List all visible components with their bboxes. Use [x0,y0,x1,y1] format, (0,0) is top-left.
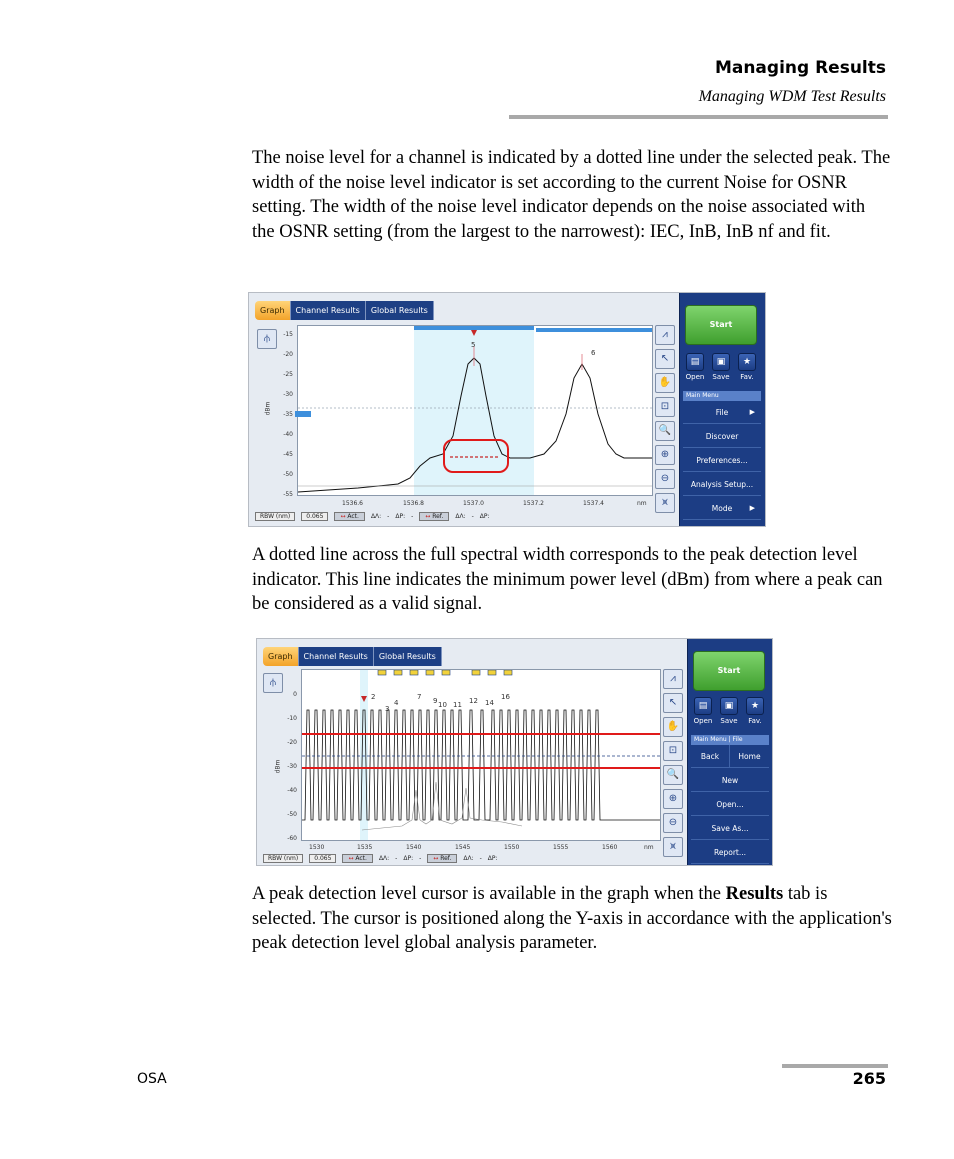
zoom-out-icon[interactable]: ⊖ [655,469,675,489]
zoom-in-icon[interactable]: ⊕ [655,445,675,465]
delta-power-label: ΔP: [395,513,406,520]
swap-icon: ↔ [433,855,441,862]
x-tick: 1560 [602,844,618,851]
active-marker-button[interactable]: ↔ Act. [334,512,365,521]
paragraph-peak-detection: A dotted line across the full spectral width corresponds to the peak detection level indicator. This line indicates the minimum power level (dBm) from where a peak can be considered as a valid signal. [252,545,883,614]
delta-lambda-label: ΔΛ: [378,855,390,862]
screenshot-peak-detection-graph [256,638,773,866]
tab-global-results[interactable]: Global Results [366,301,434,320]
tab-graph[interactable]: Graph [263,647,299,666]
fit-peaks-icon[interactable]: ⩙ [655,493,675,513]
favorites-button[interactable]: ★ Fav. [735,353,759,381]
swap-icon: ↔ [425,513,433,520]
y-tick: -40 [283,431,293,438]
y-tick: -50 [287,811,297,818]
channel-marker-5 [414,326,534,330]
arrow-right-icon: ▶ [749,408,755,416]
menu-header: Main Menu | File [691,735,769,745]
graph-tabs [263,647,442,666]
menu-item-discover[interactable]: Discover [683,425,761,448]
start-button[interactable]: Start [693,651,765,691]
peak-label: 14 [485,699,494,707]
graph-toolbar [663,669,685,861]
rbw-value: 0.065 [301,512,328,521]
folder-icon: ▤ [694,697,712,715]
menu-item-file[interactable]: File ▶ [683,401,761,424]
right-panel [687,639,773,866]
y-tick: -30 [287,763,297,770]
save-button[interactable]: ▣ Save [717,697,741,725]
peak-label: 6 [591,349,596,357]
delta-lambda-value: - [479,855,482,862]
swap-icon: ↔ [340,513,348,520]
peak-label: 12 [469,697,478,705]
auto-scale-icon[interactable]: ⩘ [663,669,683,689]
rbw-value: 0.065 [309,854,336,863]
y-tick: 0 [293,691,297,698]
delta-lambda-label: ΔΛ: [455,513,466,520]
x-tick: 1555 [553,844,569,851]
zoom-reset-icon[interactable]: ⫛ [257,329,277,349]
peak-label: 10 [438,701,447,709]
y-tick: -35 [283,411,293,418]
zoom-out-icon[interactable]: ⊖ [663,813,683,833]
menu-item-preferences[interactable]: Preferences... [683,449,761,472]
rbw-label: RBW (nm) [255,512,295,521]
header-rule [509,115,888,119]
spectrum-trace [302,710,660,820]
y-tick: -45 [283,451,293,458]
swap-icon: ↔ [348,855,356,862]
delta-power-value: - [411,513,414,520]
tab-channel-results[interactable]: Channel Results [299,647,374,666]
menu-item-analysis-setup[interactable]: Analysis Setup... [683,473,761,496]
peak-label: 4 [394,699,399,707]
x-tick: 1537.4 [583,500,604,507]
y-tick: -60 [287,835,297,842]
detection-level-cursor[interactable] [295,411,311,417]
delta-lambda-label: ΔΛ: [463,855,474,862]
footer-product: OSA [137,1071,167,1087]
peak-label: 3 [385,705,390,713]
page-number: 265 [852,1069,886,1088]
x-tick: 1537.2 [523,500,544,507]
y-tick: -25 [283,371,293,378]
menu-item-home[interactable]: Home [730,745,769,768]
paragraph-noise-level: The noise level for a channel is indicated by a dotted line under the selected peak. The width of the noise level indicator is set according to the current Noise for OSNR setting. The width of the noise level indicator depends on the noise associated with the OSNR setting (from the largest to the narrowest): IEC, InB, InB nf and fit. [252,148,891,242]
auto-scale-icon[interactable]: ⩘ [655,325,675,345]
magnifier-icon[interactable]: 🔍 [663,765,683,785]
peak-label: 7 [417,693,422,701]
pointer-icon[interactable]: ↖ [655,349,675,369]
menu-header: Main Menu [683,391,761,401]
delta-lambda-value: - [387,513,390,520]
running-header-title: Managing Results [714,58,886,78]
channel-markers [378,670,512,675]
screenshot-noise-level-graph [248,292,766,527]
menu-item-new[interactable]: New [691,769,769,792]
reference-marker-button[interactable]: ↔ Ref. [427,854,457,863]
menu-item-back[interactable]: Back [691,745,730,768]
y-tick: -20 [283,351,293,358]
delta-lambda-value: - [395,855,398,862]
y-tick: -50 [283,471,293,478]
status-bar [263,854,498,863]
star-icon: ★ [738,353,756,371]
graph-tabs [255,301,434,320]
zoom-area-icon[interactable]: ⊡ [655,397,675,417]
x-tick: 1545 [455,844,471,851]
peak-label: 16 [501,693,510,701]
star-icon: ★ [746,697,764,715]
rbw-label: RBW (nm) [263,854,303,863]
zoom-reset-icon[interactable]: ⫛ [263,673,283,693]
x-tick: 1535 [357,844,373,851]
x-tick: 1536.8 [403,500,424,507]
spectrum-plot-svg [298,326,652,495]
open-button[interactable]: ▤ Open [691,697,715,725]
magnifier-icon[interactable]: 🔍 [655,421,675,441]
channel-marker-6 [536,328,652,332]
peak-label: 2 [371,693,376,701]
menu-item-report[interactable]: Report... [691,841,769,864]
delta-power-label: ΔP: [479,513,490,520]
y-axis-label: dBm [274,759,282,774]
reference-marker-button[interactable]: ↔ Ref. [419,512,449,521]
open-button[interactable]: ▤ Open [683,353,707,381]
footer-rule [782,1064,888,1068]
disk-icon: ▣ [720,697,738,715]
y-tick: -20 [287,739,297,746]
delta-lambda-label: ΔΛ: [370,513,382,520]
disk-icon: ▣ [712,353,730,371]
zoom-in-icon[interactable]: ⊕ [663,789,683,809]
y-tick: -15 [283,331,293,338]
graph-toolbar [655,325,677,517]
fit-peaks-icon[interactable]: ⩙ [663,837,683,857]
zoom-area-icon[interactable]: ⊡ [663,741,683,761]
folder-icon: ▤ [686,353,704,371]
x-tick: 1537.0 [463,500,484,507]
y-tick: -10 [287,715,297,722]
pointer-icon[interactable]: ↖ [663,693,683,713]
menu-item-mode[interactable]: Mode ▶ [683,497,761,520]
peak-label: 9 [433,697,438,705]
spectrum-plot-svg [302,670,660,840]
y-tick: -40 [287,787,297,794]
x-tick: 1536.6 [342,500,363,507]
hand-pan-icon[interactable]: ✋ [655,373,675,393]
tab-graph[interactable]: Graph [255,301,291,320]
delta-power-label: ΔP: [403,855,414,862]
results-tab-reference: Results [725,884,784,904]
y-tick: -30 [283,391,293,398]
arrow-right-icon: ▶ [749,504,755,512]
highlight-ellipse [302,734,660,768]
quick-buttons [683,353,759,381]
peak-label: 11 [453,701,462,709]
status-bar [255,512,490,521]
delta-power-value: - [419,855,422,862]
x-tick: 1550 [504,844,520,851]
spectrum-plot[interactable] [297,325,653,496]
x-tick: nm [644,844,654,851]
save-button[interactable]: ▣ Save [709,353,733,381]
running-header-subtitle: Managing WDM Test Results [698,88,886,105]
y-axis-label: dBm [264,401,272,416]
start-button[interactable]: Start [685,305,757,345]
hand-pan-icon[interactable]: ✋ [663,717,683,737]
quick-buttons [691,697,767,725]
menu-item-open[interactable]: Open... [691,793,769,816]
y-tick: -55 [283,491,293,498]
favorites-button[interactable]: ★ Fav. [743,697,767,725]
tab-channel-results[interactable]: Channel Results [291,301,366,320]
x-tick: 1530 [309,844,325,851]
tab-global-results[interactable]: Global Results [374,647,442,666]
x-tick: nm [637,500,647,507]
spectrum-plot[interactable] [301,669,661,841]
delta-lambda-value: - [471,513,474,520]
paragraph-detection-cursor: A peak detection level cursor is available in the graph when the Results tab is selected. The cursor is positioned along the Y-axis in accordance with the application's peak detection level global analysis parameter. [252,884,892,953]
right-panel [679,293,766,527]
menu-item-save-as[interactable]: Save As... [691,817,769,840]
x-tick: 1540 [406,844,422,851]
delta-power-label: ΔP: [487,855,498,862]
active-marker-button[interactable]: ↔ Act. [342,854,373,863]
peak-label: 5 [471,341,476,349]
